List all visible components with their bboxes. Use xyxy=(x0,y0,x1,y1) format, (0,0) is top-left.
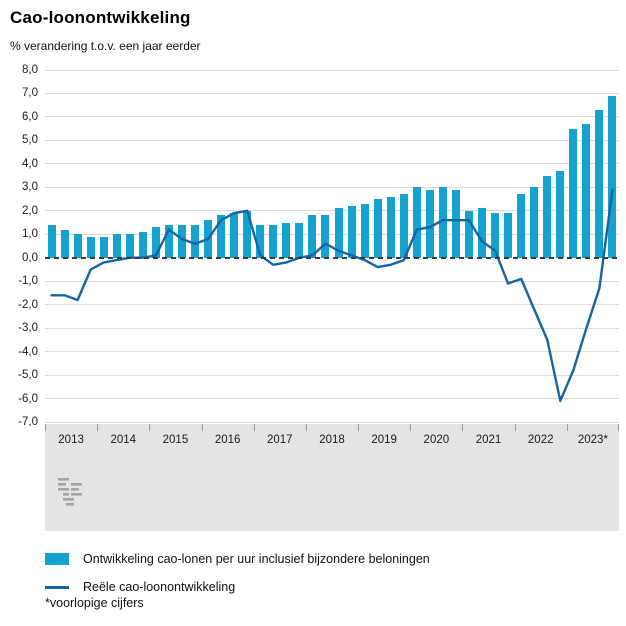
legend xyxy=(45,545,430,601)
year-tick xyxy=(410,424,411,431)
y-axis-label: 3,0 xyxy=(22,181,38,194)
real-wage-polyline xyxy=(52,190,613,401)
year-label: 2022 xyxy=(527,434,554,446)
year-tick xyxy=(149,424,150,431)
y-axis-label: -5,0 xyxy=(18,369,38,382)
year-label: 2017 xyxy=(267,434,293,446)
y-axis-label: -6,0 xyxy=(18,392,38,405)
year-label: 2020 xyxy=(423,434,450,446)
x-axis-band xyxy=(45,424,619,531)
legend-item-bars xyxy=(45,545,430,573)
y-axis-label: 1,0 xyxy=(22,228,38,241)
zero-line xyxy=(45,257,619,259)
year-label: 2023* xyxy=(577,434,608,446)
year-tick xyxy=(306,424,307,431)
y-axis-label: 7,0 xyxy=(22,87,38,100)
real-wage-line xyxy=(45,70,619,422)
year-tick xyxy=(45,424,46,431)
y-axis-label: 5,0 xyxy=(22,134,38,147)
year-tick xyxy=(515,424,516,431)
y-axis xyxy=(0,64,38,428)
chart-subtitle: % verandering t.o.v. een jaar eerder xyxy=(10,39,201,53)
year-label: 2013 xyxy=(58,434,84,446)
year-tick xyxy=(618,424,619,431)
bar-series-label: Ontwikkeling cao-lonen per uur inclusief bijzondere beloningen xyxy=(83,552,430,566)
chart-title: Cao-loonontwikkeling xyxy=(10,8,191,27)
footnote: *voorlopige cijfers xyxy=(45,596,144,610)
year-label: 2021 xyxy=(475,434,502,446)
year-label: 2019 xyxy=(371,434,397,446)
year-label: 2015 xyxy=(162,434,189,446)
y-axis-label: 4,0 xyxy=(22,157,38,170)
y-axis-label: -1,0 xyxy=(18,275,38,288)
plot-area xyxy=(45,70,619,422)
y-axis-label: -3,0 xyxy=(18,322,38,335)
year-tick xyxy=(202,424,203,431)
year-label: 2014 xyxy=(110,434,137,446)
year-label: 2016 xyxy=(214,434,241,446)
year-label: 2018 xyxy=(319,434,345,446)
y-axis-label: 6,0 xyxy=(22,110,38,123)
y-axis-label: -4,0 xyxy=(18,345,38,358)
year-tick xyxy=(462,424,463,431)
year-tick xyxy=(358,424,359,431)
y-axis-label: -7,0 xyxy=(18,416,38,428)
year-tick xyxy=(97,424,98,431)
y-axis-label: 0,0 xyxy=(22,251,38,264)
line-series-swatch-icon xyxy=(45,586,69,589)
cbs-logo xyxy=(57,476,83,510)
year-tick xyxy=(254,424,255,431)
bar-series-swatch-icon xyxy=(45,553,69,565)
year-tick xyxy=(567,424,568,431)
y-axis-label: 2,0 xyxy=(22,204,38,217)
line-series-label: Reële cao-loonontwikkeling xyxy=(83,580,236,594)
y-axis-label: -2,0 xyxy=(18,298,38,311)
y-axis-label: 8,0 xyxy=(22,64,38,76)
